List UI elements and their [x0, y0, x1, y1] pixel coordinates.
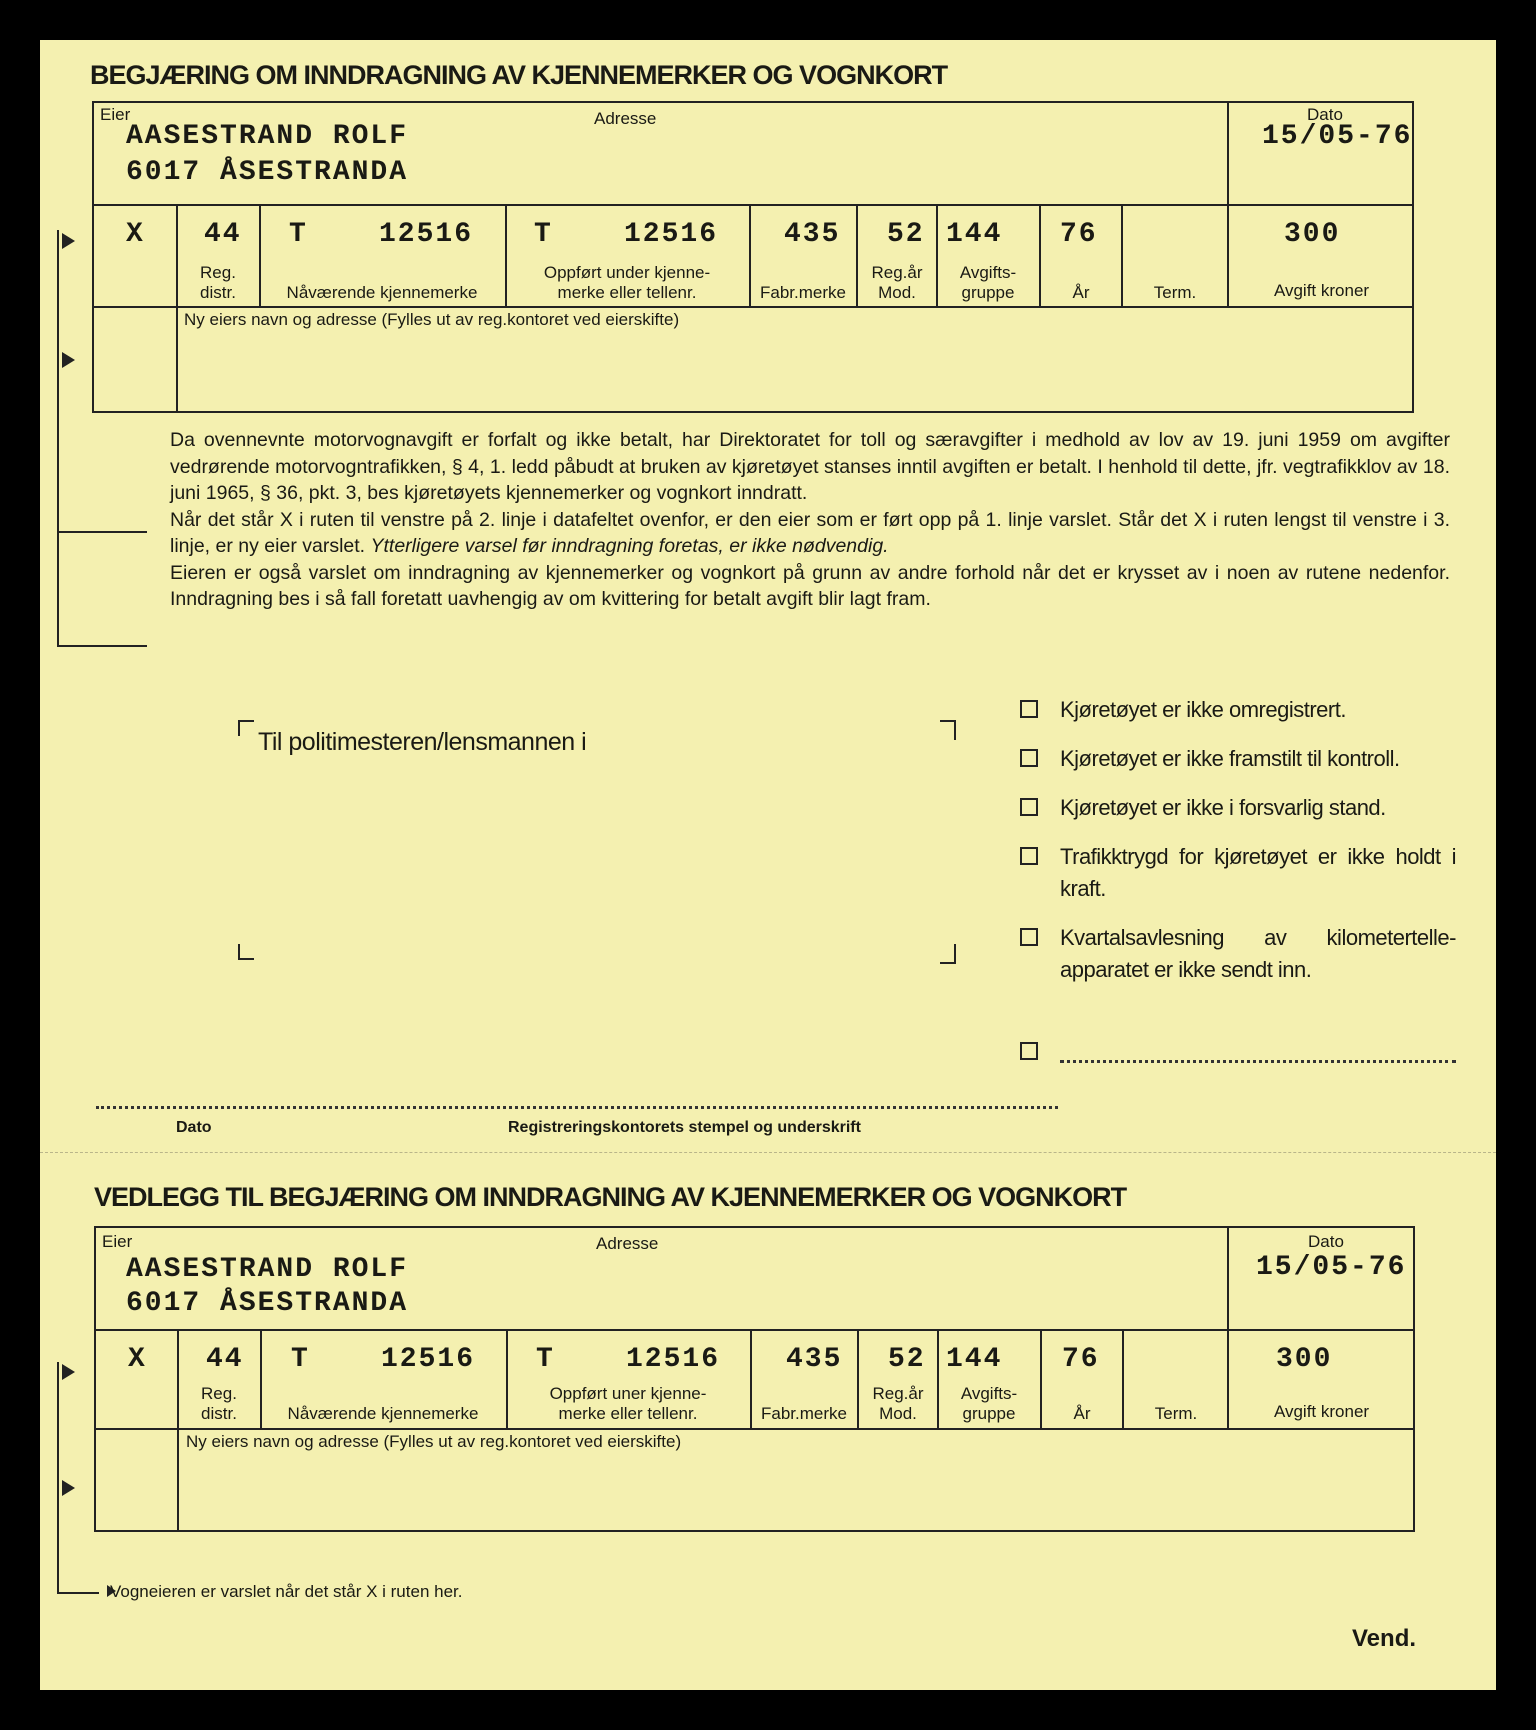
attachment-term-label: Term.	[1154, 1404, 1198, 1423]
attachment-new-owner-label: Ny eiers navn og adresse (Fylles ut av reg.kontoret ved eierskifte)	[186, 1432, 682, 1451]
insurance-lapsed-text: Trafikktrygd for kjøretøyet er ikke holdt i kraft.	[1060, 844, 1456, 901]
attachment-owner-arrow-icon	[62, 1364, 75, 1380]
owner-address: 6017 ÅSESTRANDA	[126, 157, 409, 188]
attachment-reg-year-value: 52	[888, 1344, 926, 1375]
window-corner-bl	[238, 944, 254, 960]
notice-bracket	[57, 230, 99, 645]
current-plate-letter: T	[289, 219, 308, 250]
attachment-current-plate-letter: T	[291, 1344, 310, 1375]
attachment-notified-mark: X	[128, 1344, 147, 1375]
legal-text: Da ovennevnte motorvognavgift er forfalt og ikke betalt, har Direktoratet for toll og særavgifter i medhold av lov av 19. juni 1959 om avgifter vedrørende motorvogntrafikken, § 4, 1. ledd påbudt at bruken av kjøretøyet stanses inntil avgiften er betalt. I henhold til dette, jfr. vegtrafikklov av 18. juni 1965, § 36, pkt. 3, bes kjøretøyets kjennemerker og vognkort inndratt. Når det står X i ruten til venstre på 2. linje i datafeltet ovenfor, er den eier som er ført opp på 1. linje varslet. Står det X i ruten lengst til venstre i 3. linje, er ny eier varslet. Ytterligere varsel før inndragning foretas, er ikke nødvendig. Eieren er også varslet om inndragning av kjennemerker og vognkort på grunn av andre forhold når det er krysset av i noen av rutene nedenfor. Inndragning bes i så fall foretatt uavhengig av om kvittering for betalt avgift blir lagt fram.	[170, 429, 1450, 610]
attachment-owner-label: Eier	[102, 1232, 133, 1251]
attachment-footnote: Vogneieren er varslet når det står X i ruten her.	[110, 1582, 463, 1601]
not-inspected-text: Kjøretøyet er ikke framstilt til kontroll.	[1060, 746, 1400, 771]
attachment-reg-year-label: Reg.år Mod.	[872, 1384, 924, 1423]
other-reason-line[interactable]	[1060, 1060, 1456, 1063]
window-corner-tr	[940, 720, 956, 740]
not-inspected-checkbox[interactable]	[1020, 749, 1038, 767]
new-owner-label: Ny eiers navn og adresse (Fylles ut av reg.kontoret ved eierskifte)	[184, 310, 680, 329]
odometer-reading-checkbox[interactable]	[1020, 928, 1038, 946]
insurance-lapsed-checkbox[interactable]	[1020, 847, 1038, 865]
attachment-address-label: Adresse	[596, 1234, 659, 1253]
perforation-line	[40, 1152, 1496, 1153]
window-corner-tl	[238, 720, 254, 736]
owner-row-arrow-icon	[62, 233, 75, 249]
listed-plate-number: 12516	[624, 219, 719, 250]
vehicle-data-table	[92, 101, 1414, 413]
form-title: BEGJÆRING OM INNDRAGNING AV KJENNEMERKER OG VOGNKORT	[90, 60, 948, 90]
attachment-year-label: År	[1073, 1404, 1091, 1423]
other-reason-checkbox[interactable]	[1020, 1042, 1038, 1060]
listed-plate-label: Oppført under kjenne- merke eller tellenr.	[543, 263, 711, 302]
attachment-make-code-value: 435	[786, 1344, 843, 1375]
window-corner-br	[940, 944, 956, 964]
attachment-reg-district-label: Reg. distr.	[201, 1384, 237, 1423]
attachment-reg-district-value: 44	[206, 1344, 244, 1375]
odometer-reading-text: Kvartalsavlesning av kilometertelle-apparatet er ikke sendt inn.	[1060, 925, 1456, 982]
owner-name: AASESTRAND ROLF	[126, 121, 409, 152]
attachment-form-date: 15/05-76	[1256, 1252, 1407, 1283]
not-reregistered-text: Kjøretøyet er ikke omregistrert.	[1060, 697, 1346, 722]
attachment-listed-plate-label: Oppført uner kjenne- merke eller tellenr.	[549, 1384, 707, 1423]
police-recipient: Til politimesteren/lensmannen i	[258, 728, 587, 756]
attachment-current-plate-number: 12516	[381, 1344, 476, 1375]
reg-district-label: Reg. distr.	[200, 263, 236, 302]
attachment-title: VEDLEGG TIL BEGJÆRING OM INNDRAGNING AV KJENNEMERKER OG VOGNKORT	[94, 1182, 1127, 1212]
form-date: 15/05-76	[1262, 121, 1413, 152]
reg-year-value: 52	[887, 219, 925, 250]
term-label: Term.	[1153, 283, 1197, 302]
make-code-value: 435	[784, 219, 841, 250]
signature-date-label: Dato	[176, 1119, 212, 1136]
attachment-fee-amount-label: Avgift kroner	[1273, 1402, 1370, 1421]
address-label: Adresse	[594, 109, 657, 128]
not-reregistered-checkbox[interactable]	[1020, 700, 1038, 718]
current-plate-number: 12516	[379, 219, 474, 250]
attachment-new-owner-arrow-icon	[62, 1480, 75, 1496]
date-label: Dato	[1307, 105, 1343, 124]
attachment-fee-group-value: 144	[946, 1344, 1003, 1375]
reg-district-value: 44	[204, 219, 242, 250]
attachment-current-plate-label: Nåværende kjennemerke	[287, 1404, 479, 1423]
attachment-fee-amount-value: 300	[1276, 1344, 1333, 1375]
reg-year-label: Reg.år Mod.	[871, 263, 923, 302]
not-roadworthy-checkbox[interactable]	[1020, 798, 1038, 816]
fee-amount-label: Avgift kroner	[1273, 281, 1370, 300]
current-plate-label: Nåværende kjennemerke	[286, 283, 478, 302]
new-owner-row-arrow-icon	[62, 352, 75, 368]
attachment-owner-name: AASESTRAND ROLF	[126, 1254, 409, 1285]
year-value: 76	[1060, 219, 1098, 250]
signature-line[interactable]	[96, 1106, 1058, 1109]
form-sheet	[40, 40, 1496, 1690]
attachment-vehicle-table	[94, 1226, 1415, 1532]
attachment-fee-group-label: Avgifts- gruppe	[960, 1384, 1018, 1423]
listed-plate-letter: T	[534, 219, 553, 250]
not-roadworthy-text: Kjøretøyet er ikke i forsvarlig stand.	[1060, 795, 1386, 820]
owner-label: Eier	[100, 105, 131, 124]
attachment-listed-plate-number: 12516	[626, 1344, 721, 1375]
signature-stamp-label: Registreringskontorets stempel og underskrift	[508, 1119, 861, 1136]
turn-over-note: Vend.	[1352, 1625, 1417, 1652]
make-label: Fabr.merke	[760, 283, 846, 302]
attachment-make-label: Fabr.merke	[761, 1404, 847, 1423]
attachment-date-label: Dato	[1308, 1232, 1344, 1251]
owner-notified-mark: X	[126, 219, 145, 250]
attachment-listed-plate-letter: T	[536, 1344, 555, 1375]
attachment-owner-address: 6017 ÅSESTRANDA	[126, 1288, 409, 1319]
fee-group-value: 144	[946, 219, 1003, 250]
fee-amount-value: 300	[1284, 219, 1341, 250]
attachment-year-value: 76	[1062, 1344, 1100, 1375]
attachment-bracket	[57, 1362, 99, 1594]
fee-group-label: Avgifts- gruppe	[959, 263, 1017, 302]
year-label: År	[1072, 283, 1090, 302]
